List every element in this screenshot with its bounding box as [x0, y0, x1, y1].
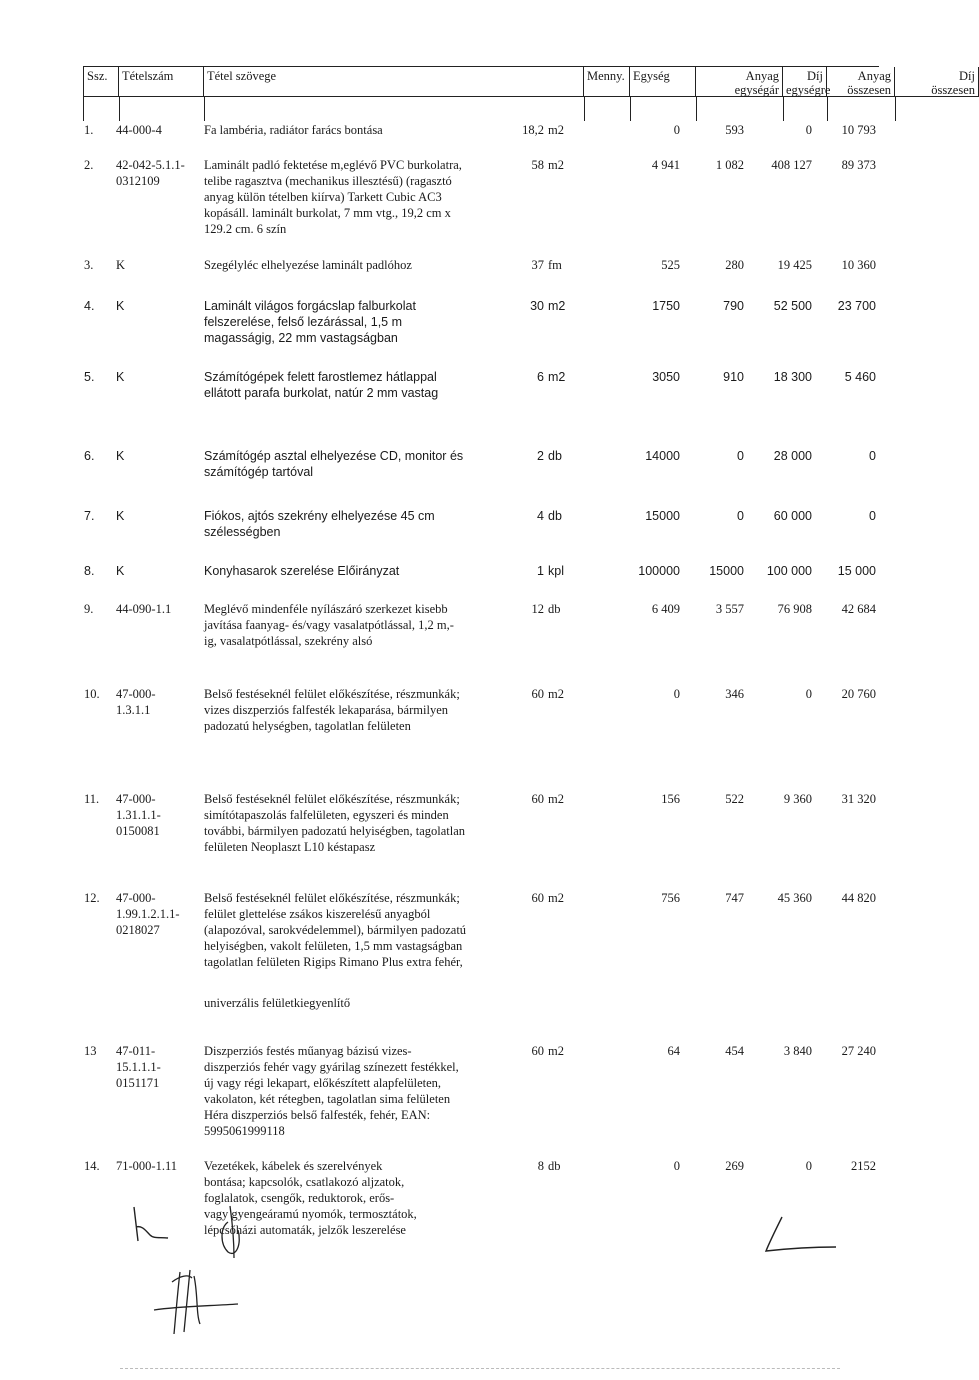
row-code — [116, 563, 196, 579]
row-dij-egysegre: 790 — [723, 299, 744, 313]
row-dij-egysegre: 15000 — [709, 564, 744, 578]
row-text-line: anyag külön tételben kiírva) Tarkett Cubic AC3 — [204, 190, 442, 204]
row-text-line: Fiókos, ajtós szekrény elhelyezése 45 cm — [204, 509, 435, 523]
row-unit: kpl — [548, 564, 564, 578]
row-text-line: tagolatlan felületen Rigips Rimano Plus extra fehér, — [204, 955, 463, 969]
row-anyag-osszesen: 19 425 — [777, 258, 812, 272]
row-dij-osszesen: 23 700 — [837, 299, 876, 313]
row-text-line: Belső festéseknél felület előkészítése, részmunkák; — [204, 891, 460, 905]
row-code — [116, 298, 196, 314]
row-text-line: magasságig, 22 mm vastagságban — [204, 331, 398, 345]
row-code — [116, 1043, 196, 1091]
row-text-line: Laminált világos forgácslap falburkolat — [204, 299, 416, 313]
row-code-line: 44-000-4 — [116, 123, 162, 137]
row-quantity: 8 — [537, 1159, 544, 1173]
row-quantity: 60 — [531, 792, 544, 806]
row-dij-egysegre: 346 — [725, 687, 744, 701]
row-text-line: padozatú helységben, tagolatlan felületen — [204, 719, 411, 733]
row-text — [204, 563, 504, 579]
row-dij-osszesen: 20 760 — [841, 687, 876, 701]
row-code-line: K — [116, 370, 125, 384]
row-dij-egysegre: 593 — [725, 123, 744, 137]
row-ssz: 3. — [84, 258, 94, 272]
row-unit: db — [548, 449, 562, 463]
header-right-group — [776, 66, 878, 96]
row-text-line: Meglévő mindenféle nyílászáró szerkezet kisebb — [204, 602, 448, 616]
row-code — [116, 1158, 196, 1174]
row-text-line: univerzális felületkiegyenlítő — [204, 996, 351, 1010]
row-dij-osszesen: 10 793 — [841, 123, 876, 137]
row-code-line: 47-011- — [116, 1044, 156, 1058]
row-text — [204, 122, 504, 138]
row-code — [116, 686, 196, 718]
row-code-line: 42-042-5.1.1- — [116, 158, 185, 172]
row-code-line: 1.99.1.2.1.1- — [116, 907, 180, 921]
row-code-line: 71-000-1.11 — [116, 1159, 177, 1173]
row-text-line: lépcsőházi automaták, jelzők leszerelése — [204, 1223, 406, 1237]
row-ssz: 14. — [84, 1159, 100, 1173]
row-quantity: 60 — [531, 687, 544, 701]
header-anyag-egysegar-line1: Anyag — [745, 69, 779, 83]
row-anyag-egysegar: 156 — [661, 792, 680, 806]
row-code — [116, 369, 196, 385]
row-text-line: Konyhasarok szerelése Előirányzat — [204, 564, 400, 578]
row-code-line: 0151171 — [116, 1076, 160, 1090]
row-anyag-egysegar: 15000 — [645, 509, 680, 523]
row-text-line: vagy gyengeáramú nyomók, termosztátok, — [204, 1207, 417, 1221]
row-text-line: Számítógép asztal elhelyezése CD, monitor és — [204, 449, 464, 463]
row-unit: m2 — [548, 370, 566, 384]
row-text — [204, 890, 504, 970]
row-quantity: 1 — [537, 564, 544, 578]
row-unit: fm — [548, 258, 562, 272]
row-text-line: simítótapaszolás falfelületen, egyszeri és minden — [204, 808, 449, 822]
table-header — [83, 66, 975, 121]
header-egyseg: Egység — [630, 67, 696, 97]
row-code-line: K — [116, 509, 125, 523]
row-anyag-osszesen: 45 360 — [777, 891, 812, 905]
row-unit: db — [548, 509, 562, 523]
row-anyag-egysegar: 756 — [661, 891, 680, 905]
header-dij-egysegre-line1: Díj — [807, 69, 823, 83]
row-text-line: új vagy régi lekapart, előkészített alapfelületen, — [204, 1076, 442, 1090]
row-unit: m2 — [548, 299, 566, 313]
row-code — [116, 508, 196, 524]
row-ssz: 4. — [84, 299, 95, 313]
header-tick — [119, 97, 120, 121]
row-dij-osszesen: 10 360 — [841, 258, 876, 272]
row-unit: m2 — [548, 687, 564, 701]
row-text — [204, 601, 504, 649]
row-anyag-osszesen: 0 — [805, 123, 812, 137]
row-dij-osszesen: 42 684 — [841, 602, 876, 616]
row-text-line: telibe ragasztva (mechanikus illesztésű) (ragasztó — [204, 174, 452, 188]
row-code — [116, 791, 196, 839]
row-unit: m2 — [548, 891, 564, 905]
row-text — [204, 508, 504, 540]
row-dij-osszesen: 5 460 — [844, 370, 876, 384]
row-code-line: 47-000- — [116, 687, 156, 701]
row-ssz: 6. — [84, 449, 95, 463]
row-ssz: 11. — [84, 792, 100, 806]
row-text-line: 129.2 cm. 6 szín — [204, 222, 287, 236]
row-unit: db — [548, 602, 561, 616]
header-tick — [827, 97, 828, 121]
row-text — [204, 298, 504, 346]
row-unit: m2 — [548, 792, 564, 806]
row-text-line: Héra diszperziós belső falfesték, fehér, EAN: — [204, 1108, 431, 1122]
row-anyag-osszesen: 3 840 — [783, 1044, 812, 1058]
row-code-line: 0218027 — [116, 923, 160, 937]
row-code-line: K — [116, 449, 125, 463]
row-text-line: Laminált padló fektetése m,eglévő PVC burkolatra, — [204, 158, 462, 172]
header-tetel-szovege: Tétel szövege — [204, 67, 584, 97]
row-text — [204, 1043, 504, 1139]
row-text-line: Belső festéseknél felület előkészítése, részmunkák; — [204, 792, 460, 806]
row-anyag-egysegar: 100000 — [638, 564, 680, 578]
row-ssz: 7. — [84, 509, 95, 523]
row-text-line: Vezetékek, kábelek és szerelvények — [204, 1159, 383, 1173]
row-dij-egysegre: 1 082 — [715, 158, 744, 172]
row-text-line: Számítógépek felett farostlemez hátlappal — [204, 370, 437, 384]
row-quantity: 6 — [537, 370, 544, 384]
header-tick — [895, 97, 896, 121]
row-text — [204, 257, 504, 273]
row-code-line: K — [116, 258, 126, 272]
header-anyag-osszesen-line2: összesen — [847, 83, 891, 97]
row-text-line: 5995061999118 — [204, 1124, 285, 1138]
row-anyag-egysegar: 525 — [661, 258, 680, 272]
row-text — [204, 791, 504, 855]
row-text-line: felület glettelése zsákos kiszerelésű anyagból — [204, 907, 431, 921]
signature-main — [150, 1268, 240, 1342]
row-dij-egysegre: 0 — [737, 449, 744, 463]
row-ssz: 10. — [84, 687, 100, 701]
row-dij-egysegre: 269 — [725, 1159, 744, 1173]
row-dij-osszesen: 0 — [869, 449, 876, 463]
signature-initials-left — [128, 1205, 188, 1249]
header-ssz: Ssz. — [84, 67, 119, 97]
row-text-line: bontása; kapcsolók, csatlakozó aljzatok, — [204, 1175, 405, 1189]
footer-dotted-line — [120, 1368, 840, 1370]
row-dij-osszesen: 2152 — [851, 1159, 876, 1173]
row-text-line: Diszperziós festés műanyag bázisú vizes- — [204, 1044, 412, 1058]
row-quantity: 4 — [537, 509, 544, 523]
row-ssz: 2. — [84, 158, 94, 172]
row-dij-osszesen: 0 — [869, 509, 876, 523]
row-quantity: 37 — [531, 258, 544, 272]
row-dij-egysegre: 910 — [723, 370, 744, 384]
row-text-line: felszerelése, felső lezárással, 1,5 m — [204, 315, 403, 329]
row-text-line: foglalatok, csengők, reduktorok, erős- — [204, 1191, 395, 1205]
row-anyag-egysegar: 1750 — [652, 299, 680, 313]
row-code — [116, 890, 196, 938]
row-ssz: 5. — [84, 370, 95, 384]
row-text-line: szélességben — [204, 525, 281, 539]
row-text-line: kopásáll. laminált burkolat, 7 mm vtg., 19,2 cm x — [204, 206, 451, 220]
row-dij-egysegre: 0 — [737, 509, 744, 523]
row-dij-osszesen: 27 240 — [841, 1044, 876, 1058]
row-text — [204, 157, 504, 237]
row-quantity: 12 — [531, 602, 544, 616]
row-text-line: számítógép tartóval — [204, 465, 314, 479]
row-text — [204, 448, 504, 480]
row-dij-egysegre: 522 — [725, 792, 744, 806]
row-text-line: helyiségben, vakolt felületen, 1,5 mm vastagságban — [204, 939, 463, 953]
signature-middle — [212, 1200, 252, 1264]
row-dij-egysegre: 454 — [725, 1044, 744, 1058]
header-menny: Menny. — [584, 67, 630, 97]
row-code-line: 0150081 — [116, 824, 160, 838]
row-text-line: (alapozóval, sarokvédelemmel), bármilyen padozatú — [204, 923, 467, 937]
row-text-line: Szegélyléc elhelyezése laminált padlóhoz — [204, 258, 412, 272]
row-text — [204, 686, 504, 734]
row-anyag-osszesen: 408 127 — [771, 158, 812, 172]
header-tick — [630, 97, 631, 121]
header-dij-egysegre-line2: egységre — [786, 83, 831, 97]
row-quantity: 60 — [531, 1044, 544, 1058]
row-code-line: 44-090-1.1 — [116, 602, 172, 616]
row-code-line: 1.31.1.1- — [116, 808, 161, 822]
row-quantity: 60 — [531, 891, 544, 905]
header-tick — [204, 97, 205, 121]
row-anyag-osszesen: 52 500 — [773, 299, 812, 313]
header-dij-osszesen — [895, 67, 979, 97]
row-text-line: diszperziós fehér vagy gyárilag színezett festékkel, — [204, 1060, 459, 1074]
row-text — [204, 995, 504, 1011]
header-dij-osszesen-line1: Díj — [959, 69, 975, 83]
row-text-line: Fa lambéria, radiátor farács bontása — [204, 123, 383, 137]
row-unit: m2 — [548, 123, 564, 137]
row-anyag-osszesen: 60 000 — [773, 509, 812, 523]
row-anyag-egysegar: 4 941 — [651, 158, 680, 172]
row-anyag-egysegar: 14000 — [645, 449, 680, 463]
row-ssz: 1. — [84, 123, 94, 137]
row-anyag-egysegar: 3050 — [652, 370, 680, 384]
row-anyag-egysegar: 64 — [667, 1044, 680, 1058]
row-anyag-osszesen: 0 — [805, 1159, 812, 1173]
row-unit: m2 — [548, 1044, 564, 1058]
row-anyag-osszesen: 0 — [805, 687, 812, 701]
row-ssz: 9. — [84, 602, 94, 616]
row-code — [116, 257, 196, 273]
header-anyag-osszesen-line1: Anyag — [857, 69, 891, 83]
row-ssz: 13 — [84, 1044, 97, 1058]
header-tick — [584, 97, 585, 121]
row-anyag-osszesen: 18 300 — [773, 370, 812, 384]
header-tick — [783, 97, 784, 121]
row-code — [116, 122, 196, 138]
row-quantity: 58 — [531, 158, 544, 172]
header-tick — [696, 97, 697, 121]
row-code-line: K — [116, 564, 125, 578]
row-anyag-egysegar: 0 — [673, 1159, 680, 1173]
row-code-line: 0312109 — [116, 174, 160, 188]
row-unit: m2 — [548, 158, 564, 172]
row-text-line: javítása faanyag- és/vagy vasalatpótlással, 1,2 m,- — [204, 618, 454, 632]
row-dij-osszesen: 89 373 — [841, 158, 876, 172]
row-text-line: további, bármilyen padozatú helyiségben, tagolatlan — [204, 824, 466, 838]
row-code — [116, 601, 196, 617]
row-quantity: 18,2 — [522, 123, 544, 137]
row-anyag-osszesen: 28 000 — [773, 449, 812, 463]
row-text-line: vizes diszperziós falfesték lekaparása, bármilyen — [204, 703, 448, 717]
row-code-line: K — [116, 299, 125, 313]
row-code-line: 1.3.1.1 — [116, 703, 151, 717]
row-anyag-egysegar: 0 — [673, 123, 680, 137]
row-quantity: 2 — [537, 449, 544, 463]
header-anyag-egysegar-line2: egységár — [734, 83, 779, 97]
row-text — [204, 369, 504, 401]
row-text-line: ellátott parafa burkolat, natúr 2 mm vastag — [204, 386, 439, 400]
row-code — [116, 157, 196, 189]
row-dij-osszesen: 44 820 — [841, 891, 876, 905]
row-dij-egysegre: 3 557 — [715, 602, 744, 616]
row-dij-egysegre: 280 — [725, 258, 744, 272]
row-dij-osszesen: 31 320 — [841, 792, 876, 806]
row-dij-egysegre: 747 — [725, 891, 744, 905]
header-anyag-egysegar — [696, 67, 783, 97]
signature-right — [760, 1215, 840, 1259]
row-code-line: 47-000- — [116, 792, 156, 806]
row-ssz: 12. — [84, 891, 100, 905]
row-code — [116, 448, 196, 464]
row-text-line: ig, vasalatpótlással, szekrény alsó — [204, 634, 373, 648]
header-tetelszam: Tételszám — [119, 67, 204, 97]
row-code-line: 15.1.1.1- — [116, 1060, 161, 1074]
row-anyag-osszesen: 100 000 — [766, 564, 812, 578]
row-anyag-egysegar: 6 409 — [651, 602, 680, 616]
row-anyag-osszesen: 76 908 — [777, 602, 812, 616]
row-anyag-osszesen: 9 360 — [783, 792, 812, 806]
row-text-line: vakolaton, két rétegben, tagolatlan sima felületen — [204, 1092, 451, 1106]
row-anyag-egysegar: 0 — [673, 687, 680, 701]
row-dij-osszesen: 15 000 — [837, 564, 876, 578]
row-unit: db — [548, 1159, 561, 1173]
row-code-line: 47-000- — [116, 891, 156, 905]
row-text-line: felületen Neoplaszt L10 késtapasz — [204, 840, 376, 854]
row-ssz: 8. — [84, 564, 95, 578]
header-dij-osszesen-line2: összesen — [931, 83, 975, 97]
row-text-line: Belső festéseknél felület előkészítése, részmunkák; — [204, 687, 460, 701]
row-quantity: 30 — [530, 299, 544, 313]
